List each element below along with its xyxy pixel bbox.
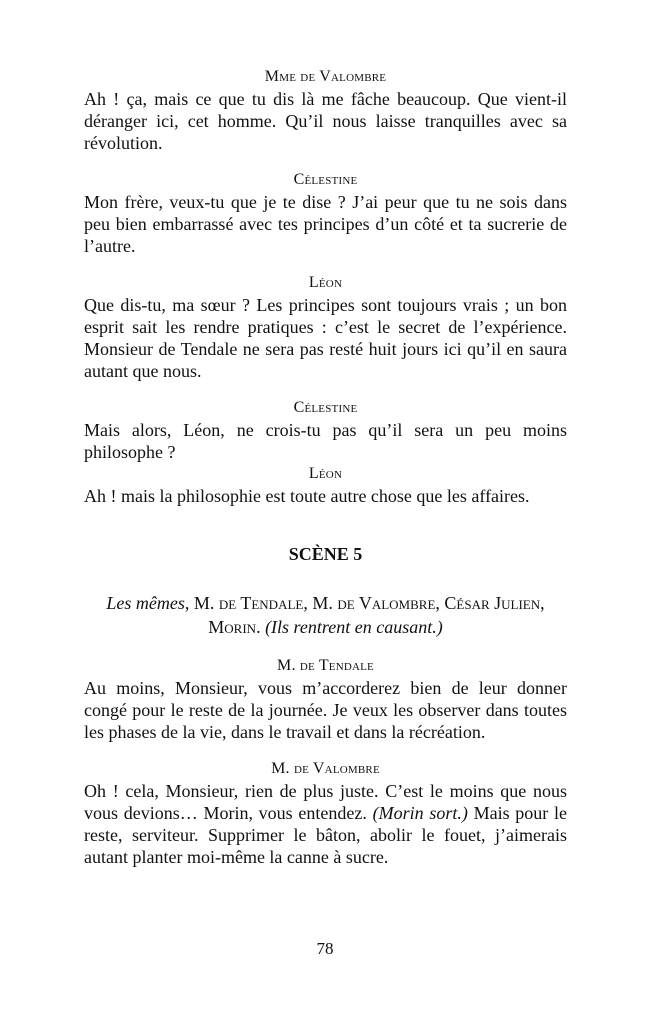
stage-note-inline: (Morin sort.) bbox=[372, 803, 468, 823]
page-content bbox=[84, 66, 567, 883]
speech-part: Oh ! cela, Monsieur, rien de plus juste. C’est le moins que nous vous devions… Morin, vous entendez. bbox=[84, 781, 567, 823]
speaker-name: Célestine bbox=[293, 399, 358, 416]
stage-direction bbox=[84, 591, 567, 639]
speech-text: Que dis-tu, ma sœur ? Les principes sont toujours vrais ; un bon esprit sait les rendre pratiques : c’est le secret de l’expérience. Monsieur de Tendale ne sera pas resté huit jours ici qu’il en saura autant que nous. bbox=[84, 295, 567, 381]
speech-text: Ah ! ça, mais ce que tu dis là me fâche beaucoup. Que vient-il déranger ici, cet homme. Qu’il nous laisse tranquilles avec sa révolution. bbox=[84, 89, 567, 153]
speech-text: Mais alors, Léon, ne crois-tu pas qu’il sera un peu moins philosophe ? bbox=[84, 420, 567, 462]
dialogue-block bbox=[84, 272, 567, 382]
speech-text: Ah ! mais la philosophie est toute autre chose que les affaires. bbox=[84, 486, 530, 506]
speaker-name: Léon bbox=[308, 465, 343, 482]
stage-character-morin: Morin. bbox=[208, 617, 261, 637]
speech-text bbox=[84, 780, 567, 868]
stage-characters-italic: Les mêmes bbox=[106, 593, 185, 613]
dialogue-block bbox=[84, 655, 567, 743]
speaker-name: Léon bbox=[308, 274, 343, 291]
stage-characters: , M. de Tendale, M. de Valombre, César Julien, bbox=[184, 593, 545, 613]
speaker-name: M. de Valombre bbox=[271, 760, 380, 777]
dialogue-block bbox=[84, 463, 567, 507]
dialogue-block bbox=[84, 758, 567, 868]
speaker-name: M. de Tendale bbox=[277, 657, 374, 674]
dialogue-block bbox=[84, 397, 567, 463]
speech-text: Au moins, Monsieur, vous m’accorderez bien de leur donner congé pour le reste de la journée. Je veux les observer dans toutes les phases de la vie, dans le travail et dans la récréation. bbox=[84, 678, 567, 742]
page-number: 78 bbox=[316, 939, 334, 958]
dialogue-block bbox=[84, 66, 567, 154]
speaker-name: Mme de Valombre bbox=[264, 68, 387, 85]
dialogue-block bbox=[84, 169, 567, 257]
speaker-name: Célestine bbox=[293, 171, 358, 188]
scene-title: SCÈNE 5 bbox=[288, 544, 363, 564]
stage-note: (Ils rentrent en causant.) bbox=[265, 617, 443, 637]
speech-text: Mon frère, veux-tu que je te dise ? J’ai peur que tu ne sois dans peu bien embarrassé avec tes principes d’un côté et ta sucrerie de l’autre. bbox=[84, 192, 567, 256]
speech-part: Mais pour le reste, serviteur. Supprimer le bâton, abolir le fouet, j’aimerais autant planter moi-même la canne à sucre. bbox=[84, 803, 568, 867]
